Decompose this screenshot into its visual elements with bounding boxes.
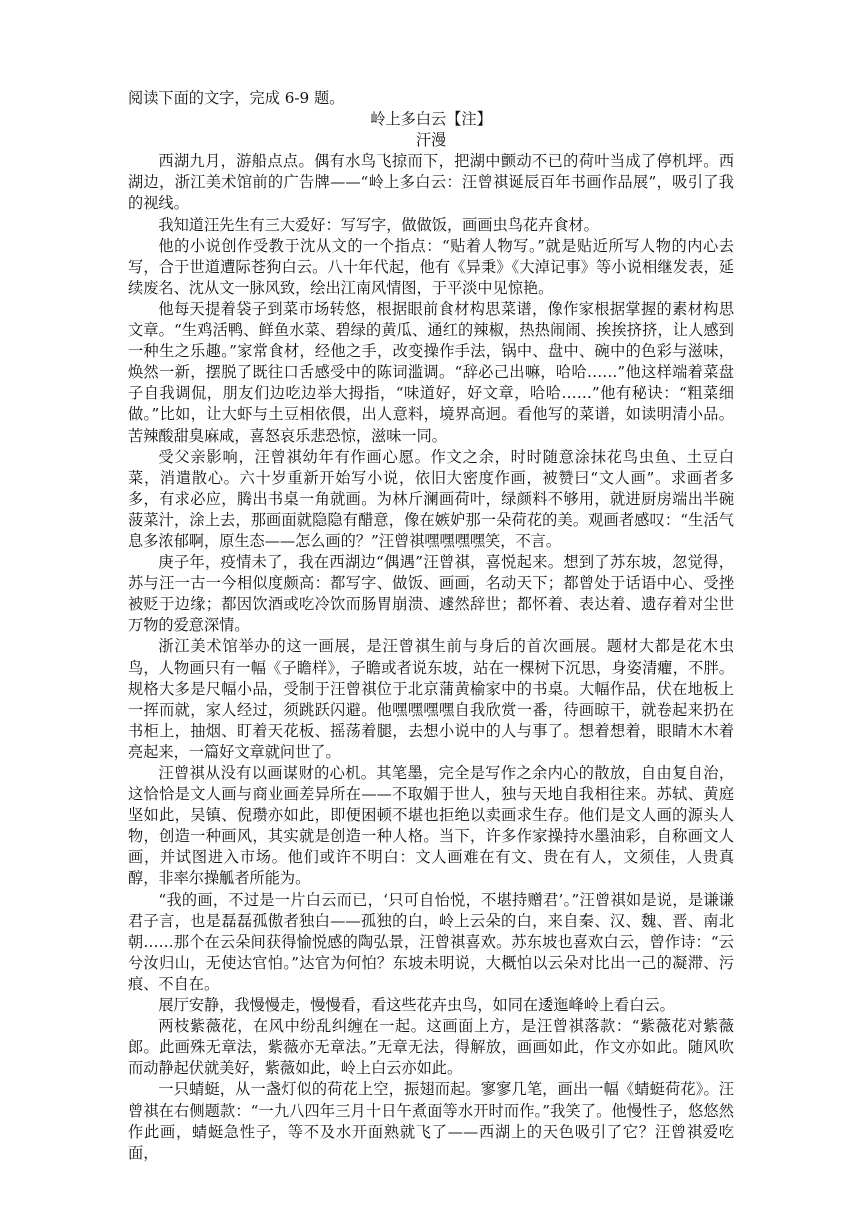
paragraph-10: 展厅安静，我慢慢走，慢慢看，看这些花卉虫鸟，如同在逶迤峰岭上看白云。 — [158, 996, 675, 1015]
paragraph-5: 受父亲影响，汪曾祺幼年有作画心愿。作文之余，时时随意涂抹花鸟虫鱼、土豆白菜，消遣散心。六十岁重新开始写小说，依旧大密度作画，被赞曰“文人画”。求画者多多，有求必应，腾出书桌一角就画。为林斤澜画荷叶，绿颜料不够用，就进厨房端出半碗菠菜汁，涂上去，那画面就隐隐有醋意，像在嫉妒那一朵荷花的美。观画者感叹：“生活气息多浓郁啊，原生态——怎么画的？”汪曾祺嘿嘿嘿嘿笑，不言。 — [128, 447, 734, 550]
paragraph-7: 浙江美术馆举办的这一画展，是汪曾祺生前与身后的首次画展。题材大都是花木虫鸟，人物画只有一幅《子瞻样》，子瞻或者说东坡，站在一棵树下沉思，身姿清癯，不胖。规格大多是尺幅小品，受制于汪曾祺位于北京蒲黄榆家中的书桌。大幅作品，伏在地板上一挥而就，家人经过，须跳跃闪避。他嘿嘿嘿嘿自我欣赏一番，待画晾干，就卷起来扔在书柜上，抽烟、盯着天花板、摇荡着腿，去想小说中的人与事了。想着想着，眼睛木木着亮起来，一篇好文章就问世了。 — [128, 637, 734, 761]
paragraph-3: 他的小说创作受教于沈从文的一个指点：“贴着人物写。”就是贴近所写人物的内心去写，合于世道遭际苍狗白云。八十年代起，他有《异秉》《大淖记事》等小说相继发表，延续废名、沈从文一脉风致，绘出江南风情图，于平淡中见惊艳。 — [128, 236, 734, 297]
article-author: 汗漫 — [415, 131, 447, 150]
paragraph-4: 他每天提着袋子到菜市场转悠，根据眼前食材构思菜谱，像作家根据掌握的素材构思文章。“生鸡活鸭、鲜鱼水菜、碧绿的黄瓜、通红的辣椒，热热闹闹、挨挨挤挤，让人感到一种生之乐趣。”家常食材，经他之手，改变操作手法，锅中、盘中、碗中的色彩与滋味，焕然一新，摆脱了既往口舌感受中的陈词滥调。“辞必己出嘛，哈哈……”他这样端着菜盘子自我调侃，朋友们边吃边举大拇指，“味道好，好文章，哈哈……”他有秘诀：“粗菜细做。”比如，让大虾与土豆相依偎，出人意料，境界高迥。看他写的菜谱，如读明清小品。苦辣酸甜臭麻咸，喜怒哀乐悲恐惊，滋味一同。 — [128, 299, 734, 445]
paragraph-2: 我知道汪先生有三大爱好：写写字，做做饭，画画虫鸟花卉食材。 — [158, 215, 599, 234]
paragraph-9: “我的画，不过是一片白云而已，‘只可自怡悦，不堪持赠君’。”汪曾祺如是说，是谦谦君子言，也是磊磊孤傲者独白——孤独的白，岭上云朵的白，来自秦、汉、魏、晋、南北朝……那个在云朵间获得愉悦感的陶弘景，汪曾祺喜欢。苏东坡也喜欢白云，曾作诗：“云兮汝归山，无使达官怕。”达官为何怕？东坡未明说，大概怕以云朵对比出一己的凝滞、污痕、不自在。 — [128, 890, 734, 993]
reading-passage — [128, 88, 734, 1164]
article-title: 岭上多白云【注】 — [370, 110, 492, 129]
paragraph-12: 一只蜻蜓，从一盏灯似的荷花上空，振翅而起。寥寥几笔，画出一幅《蜻蜓荷花》。汪曾祺在右侧题款：“一九八四年三月十日午煮面等水开时而作。”我笑了。他慢性子，悠悠然作此画，蜻蜓急性子，等不及水开面熟就飞了——西湖上的天色吸引了它？汪曾祺爱吃面， — [128, 1080, 734, 1162]
paragraph-11: 两枝紫薇花，在风中纷乱纠缠在一起。这画面上方，是汪曾祺落款：“紫薇花对紫薇郎。此画殊无章法，紫薇亦无章法。”无章无法，得解放，画画如此，作文亦如此。随风吹而动静起伏就美好，紫薇如此，岭上白云亦如此。 — [128, 1017, 734, 1078]
paragraph-6: 庚子年，疫情未了，我在西湖边“偶遇”汪曾祺，喜悦起来。想到了苏东坡，忽觉得，苏与汪一古一今相似度颇高：都写字、做饭、画画，名动天下；都曾处于话语中心、受挫被贬于边缘；都因饮酒或吃冷饮而肠胃崩溃、遽然辞世；都怀着、表达着、遗存着对尘世万物的爱意深情。 — [128, 553, 734, 635]
paragraph-1: 西湖九月，游船点点。偶有水鸟飞掠而下，把湖中颤动不已的荷叶当成了停机坪。西湖边，浙江美术馆前的广告牌——“岭上多白云：汪曾祺诞辰百年书画作品展”，吸引了我的视线。 — [128, 152, 734, 213]
paragraph-8: 汪曾祺从没有以画谋财的心机。其笔墨，完全是写作之余内心的散放，自由复自治，这恰恰是文人画与商业画差异所在——不取媚于世人，独与天地自我相往来。苏轼、黄庭坚如此，吴镇、倪瓒亦如此，即便困顿不堪也拒绝以卖画求生存。他们是文人画的源头人物，创造一种画风，其实就是创造一种人格。当下，许多作家操持水墨油彩，自称画文人画，并试图进入市场。他们或许不明白：文人画难在有文、贵在有人，文须佳，人贵真醇，非率尔操觚者所能为。 — [128, 764, 734, 888]
question-instruction: 阅读下面的文字，完成 6-9 题。 — [128, 89, 345, 107]
